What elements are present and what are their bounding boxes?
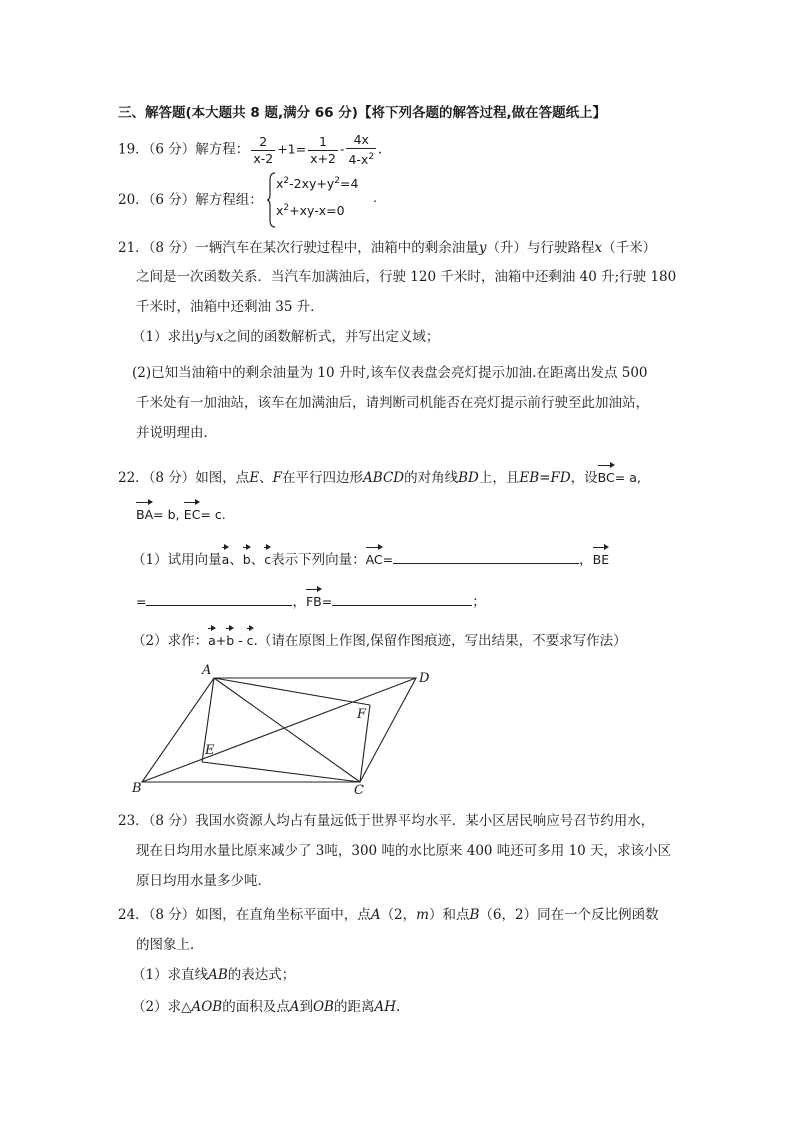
q24-coord-b: （6，2）同在一个反比例函数 [479,907,659,923]
q22-text-a: 22．（8 分）如图，点 [118,470,250,486]
q22-p2-vec-b: b [226,626,234,652]
q22-part-2 [132,626,627,652]
q22-dun2: 、 [250,552,265,568]
q24-line-1 [118,904,659,926]
label-c: C [354,783,364,795]
q21-part-2-line-1: (2)已知当油箱中的剩余油量为 10 升时,该车仪表盘会亮灯提示加油.在距离出发点 500 [132,365,648,381]
q21-text-1b: （升）与行驶路程 [486,240,595,256]
q22-p2-b: .（请在原图上作图,保留作图痕迹，写出结果，不要求写作法） [253,633,627,649]
q24-coord-a-2: ）和点 [428,907,470,923]
q24-ab: AB [208,967,228,983]
q24-p2-e: . [396,999,401,1015]
segment-af [214,678,370,705]
q20-eq2-b: +xy-x=0 [289,203,345,219]
q22-sep: 、 [259,470,273,486]
q22-p2-vec-a: a [208,626,216,652]
q24-point-a: A [370,907,381,923]
q19-f3-denominator [346,149,376,168]
q24-coord-a-1: （2， [380,907,417,923]
q22-answer-blank-ac[interactable] [393,549,579,564]
q22-plus: + [215,633,227,648]
q19-minus: - [339,141,345,157]
q19-fraction-3 [346,132,376,168]
q22-eq-b: = b, [153,507,180,522]
q22-line-2 [136,500,226,526]
q21-line-2: 之间是一次函数关系．当汽车加满油后，行驶 120 千米时，油箱中还剩油 40 升;行驶 180 [136,269,677,285]
q22-vector-ba: BA [136,500,153,526]
q21-p1-y: y [194,329,203,345]
q22-semi: ； [472,594,486,610]
q22-eq-ac: = [382,552,394,567]
q20-brace-icon [266,172,276,228]
q24-m: m [416,907,429,923]
q22-vec-c: c [264,545,271,571]
q21-p1-b: 与 [202,329,216,345]
q19-f2-denominator: x+2 [310,150,336,166]
label-e: E [205,743,215,758]
q22-eq-a: = a, [614,470,641,485]
q19-f3-den-base: 4-x [348,152,369,168]
q20-eq1-b: -2xy+y [289,176,335,192]
q21-p1-c: 之间的函数解析式，并写出定义域； [223,329,440,345]
q24-aob: AOB [191,999,223,1015]
q24-p2-point-a: A [289,999,300,1015]
q21-var-y: y [478,240,487,256]
label-f: F [357,707,367,722]
q24-p2-d: 的距离 [333,999,375,1015]
q22-part-1-line-1 [132,545,609,571]
q19-fraction-1 [251,134,275,167]
q22-answer-blank-fb[interactable] [332,591,472,606]
q20-eq1-a-exp: 2 [283,176,290,186]
q22-bd: BD [458,470,479,486]
question-20-prefix: 20．（6 分）解方程组： [118,192,263,208]
q20-eq2-a: x [276,203,284,219]
q22-parallelogram-diagram [130,660,440,795]
q24-line-2: 的图象上． [136,937,204,953]
q22-text-c: 的对角线 [404,470,459,486]
q21-var-x: x [594,240,603,256]
question-19 [118,132,382,168]
q20-end: . [373,190,377,205]
q22-comma2: ， [292,594,306,610]
q21-p1-a: （1）求出 [132,329,195,345]
q19-f1-denominator: x-2 [253,150,274,166]
q22-eb: EB [519,470,540,486]
q22-minus: - [234,633,247,648]
q23-line-2: 现在日均用水量比原来减少了 3吨，300 吨的水比原来 400 吨还可多用 10 天，求该小区 [136,843,672,859]
q20-equation-2 [276,203,345,218]
q20-eq1-a: x [276,176,284,192]
q22-vector-bc: BC [598,463,615,489]
q22-p2-a: （2）求作： [132,633,209,649]
q22-line-1 [118,463,641,489]
label-a: A [202,663,212,678]
q24-p2-b: 的面积及点 [222,999,290,1015]
q22-vector-be: BE [593,545,609,571]
q22-eq-c: = c. [200,507,226,522]
q19-end: . [378,141,383,158]
q21-text-1: 21．（8 分）一辆汽车在某次行驶过程中，油箱中的剩余油量 [118,240,479,256]
q22-text-e: ，设 [570,470,598,486]
q22-p1-b: 表示下列向量： [271,552,366,568]
q22-abcd: ABCD [363,470,405,486]
q24-part-1 [132,964,295,986]
q22-dun1: 、 [229,552,243,568]
diagonal-bd [142,678,416,782]
q22-point-e: E [249,470,260,486]
q19-fraction-2 [308,134,338,167]
q22-point-f: F [272,470,283,486]
q20-eq2-a-exp: 2 [283,203,290,213]
q24-p1-b: 的表达式； [227,967,296,983]
q23-line-1: 23．（8 分）我国水资源人均占有量远低于世界平均水平．某小区居民响应号召节约用水， [118,813,655,829]
q21-p1-x: x [215,329,224,345]
q22-part-1-line-2 [136,587,486,613]
q22-vector-ac: AC [366,545,383,571]
q21-line-1 [118,237,656,259]
q24-text-a: 24．（8 分）如图，在直角坐标平面中，点 [118,907,371,923]
q22-eq-fb: = [321,594,333,609]
q19-f1-numerator: 2 [251,134,275,151]
q20-eq1-c: =4 [340,176,359,192]
q24-ah: AH [374,999,397,1015]
q22-eq-be: = [136,594,147,609]
q24-ob: OB [312,999,334,1015]
q22-p2-vec-c: c [247,626,254,652]
q22-text-d: 上，且 [478,470,520,486]
q19-plus-one: +1= [277,141,307,157]
q24-p1-a: （1）求直线 [132,967,209,983]
q24-point-b: B [469,907,480,923]
q22-vector-fb: FB [306,587,322,613]
q22-comma1: ， [579,552,593,568]
q21-text-1c: （千米） [602,240,657,256]
label-d: D [419,671,430,686]
q22-vec-b: b [243,545,251,571]
q22-vector-ec: EC [184,500,201,526]
q19-f2-numerator: 1 [308,134,338,151]
label-b: B [132,781,142,795]
q24-p2-a: （2）求△ [132,999,192,1015]
q21-part-2-line-3: 并说明理由． [136,425,217,441]
q20-eq1-b-exp: 2 [334,176,341,186]
q24-p2-c: 到 [299,999,313,1015]
q19-prefix: 19．（6 分）解方程： [118,141,250,158]
q21-line-3: 千米时，油箱中还剩油 35 升． [136,299,324,315]
q22-answer-blank-be[interactable] [146,591,292,606]
q21-part-2-line-2: 千米处有一加油站，该车在加满油后，请判断司机能否在亮灯提示前行驶至此加油站， [136,395,649,411]
q22-text-b: 在平行四边形 [282,470,364,486]
q22-p1-a: （1）试用向量 [132,552,222,568]
q23-line-3: 原日均用水量多少吨． [136,873,271,889]
q22-fd: FD [550,470,571,486]
q22-eq: = [539,470,551,486]
q19-f3-numerator: 4x [346,132,376,149]
q20-equation-1 [276,176,358,191]
q24-part-2 [132,996,400,1018]
q19-f3-den-exp: 2 [368,152,375,162]
q22-vec-a: a [222,545,230,571]
q21-part-1 [132,326,439,348]
section-heading: 三、解答题(本大题共 8 题,满分 66 分)【将下列各题的解答过程,做在答题纸上】 [118,105,607,121]
